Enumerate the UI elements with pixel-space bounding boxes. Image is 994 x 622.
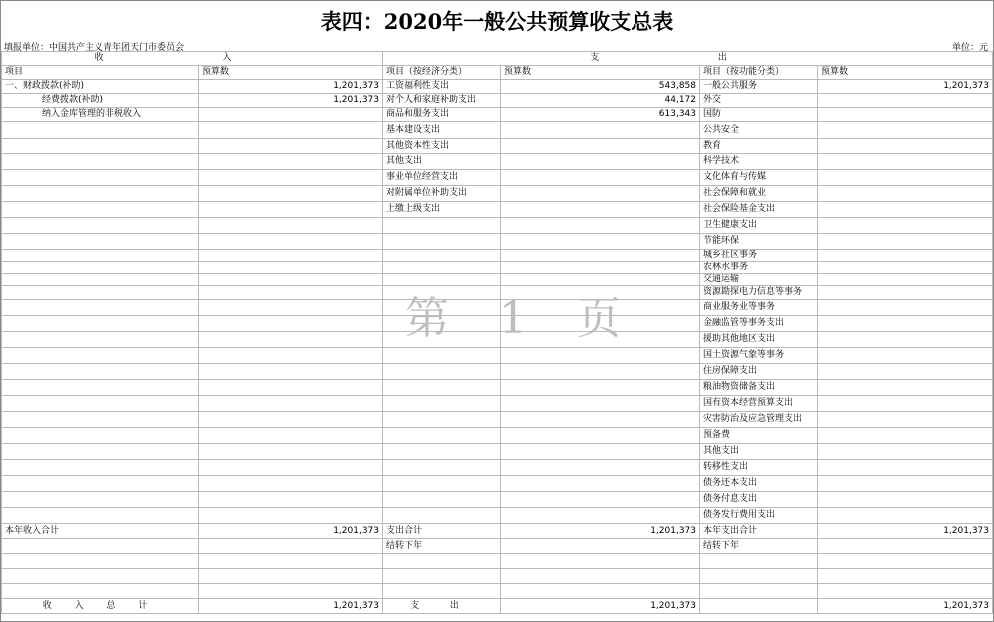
econ-item-cell[interactable] bbox=[383, 364, 501, 380]
income-item-cell[interactable] bbox=[2, 444, 199, 460]
income-value-cell[interactable] bbox=[199, 460, 383, 476]
func-item-cell[interactable]: 公共安全 bbox=[700, 122, 818, 139]
func-item-cell[interactable]: 国土资源气象等事务 bbox=[700, 348, 818, 364]
func-item-cell[interactable]: 住房保障支出 bbox=[700, 364, 818, 380]
table-row bbox=[2, 584, 993, 599]
econ-value-cell[interactable] bbox=[501, 234, 700, 250]
econ-value-cell[interactable]: 543,858 bbox=[501, 80, 700, 94]
econ-value-cell[interactable] bbox=[501, 460, 700, 476]
func-item-cell[interactable]: 债务发行费用支出 bbox=[700, 508, 818, 524]
econ-value-cell[interactable] bbox=[501, 186, 700, 202]
income-value-cell[interactable] bbox=[199, 332, 383, 348]
income-value-cell[interactable]: 1,201,373 bbox=[199, 94, 383, 108]
income-item-cell[interactable] bbox=[2, 508, 199, 524]
income-value-cell[interactable] bbox=[199, 428, 383, 444]
income-item-cell[interactable] bbox=[2, 170, 199, 186]
income-value-cell[interactable] bbox=[199, 412, 383, 428]
income-value-cell[interactable] bbox=[199, 316, 383, 332]
func-value-cell[interactable] bbox=[818, 492, 993, 508]
econ-total-value[interactable]: 1,201,373 bbox=[501, 524, 700, 539]
econ-value-cell[interactable] bbox=[501, 380, 700, 396]
econ-item-cell[interactable] bbox=[383, 234, 501, 250]
func-item-cell[interactable]: 科学技术 bbox=[700, 154, 818, 170]
empty-cell[interactable] bbox=[2, 569, 199, 584]
econ-value-cell[interactable] bbox=[501, 139, 700, 154]
summary-row bbox=[2, 524, 993, 539]
func-value-cell[interactable] bbox=[818, 316, 993, 332]
econ-item-cell[interactable] bbox=[383, 460, 501, 476]
func-value-cell[interactable] bbox=[818, 476, 993, 492]
page-watermark: 第 1 页 bbox=[405, 293, 639, 344]
func-item-cell[interactable]: 转移性支出 bbox=[700, 460, 818, 476]
carry-forward-row bbox=[2, 539, 993, 554]
income-value-cell[interactable] bbox=[199, 364, 383, 380]
income-value-cell[interactable] bbox=[199, 444, 383, 460]
income-item-cell[interactable] bbox=[2, 186, 199, 202]
income-item-cell[interactable] bbox=[2, 218, 199, 234]
table-row bbox=[2, 122, 993, 139]
econ-value-cell[interactable] bbox=[501, 444, 700, 460]
col-header-budget[interactable]: 预算数 bbox=[199, 66, 383, 80]
econ-total-label[interactable]: 支出合计 bbox=[383, 524, 501, 539]
table-row bbox=[2, 444, 993, 460]
empty-cell[interactable] bbox=[383, 554, 501, 569]
empty-cell[interactable] bbox=[818, 569, 993, 584]
func-value-cell[interactable] bbox=[818, 234, 993, 250]
income-value-cell[interactable] bbox=[199, 492, 383, 508]
func-item-cell[interactable]: 其他支出 bbox=[700, 444, 818, 460]
econ-item-cell[interactable] bbox=[383, 348, 501, 364]
income-value-cell[interactable] bbox=[199, 186, 383, 202]
func-total-value[interactable]: 1,201,373 bbox=[818, 524, 993, 539]
income-item-cell[interactable] bbox=[2, 274, 199, 286]
econ-value-cell[interactable] bbox=[501, 508, 700, 524]
func-item-cell[interactable]: 文化体育与传媒 bbox=[700, 170, 818, 186]
econ-item-cell[interactable] bbox=[383, 396, 501, 412]
col-header-item[interactable]: 项目 bbox=[2, 66, 199, 80]
income-value-cell[interactable] bbox=[199, 508, 383, 524]
table-row bbox=[2, 108, 993, 122]
page-title: 表四：2020年一般公共预算收支总表 bbox=[320, 9, 674, 34]
econ-value-cell[interactable] bbox=[501, 170, 700, 186]
func-item-cell[interactable]: 国防 bbox=[700, 108, 818, 122]
grand-total-row bbox=[2, 599, 993, 614]
func-item-cell[interactable]: 债务付息支出 bbox=[700, 492, 818, 508]
income-item-cell[interactable] bbox=[2, 364, 199, 380]
table-row bbox=[2, 476, 993, 492]
income-item-cell[interactable] bbox=[2, 122, 199, 139]
func-grand-total-value[interactable]: 1,201,373 bbox=[818, 599, 993, 614]
func-value-cell[interactable] bbox=[818, 154, 993, 170]
func-value-cell[interactable] bbox=[818, 444, 993, 460]
func-item-cell[interactable]: 外交 bbox=[700, 94, 818, 108]
income-value-cell[interactable] bbox=[199, 122, 383, 139]
func-value-cell[interactable] bbox=[818, 94, 993, 108]
func-item-cell[interactable]: 金融监管等事务支出 bbox=[700, 316, 818, 332]
func-value-cell[interactable]: 1,201,373 bbox=[818, 80, 993, 94]
econ-item-cell[interactable]: 事业单位经营支出 bbox=[383, 170, 501, 186]
econ-item-cell[interactable] bbox=[383, 476, 501, 492]
func-value-cell[interactable] bbox=[818, 250, 993, 262]
func-item-cell[interactable]: 粮油物资储备支出 bbox=[700, 380, 818, 396]
func-item-cell[interactable]: 节能环保 bbox=[700, 234, 818, 250]
table-row bbox=[2, 186, 993, 202]
income-value-cell[interactable]: 1,201,373 bbox=[199, 80, 383, 94]
table-row bbox=[2, 218, 993, 234]
func-value-cell[interactable] bbox=[818, 139, 993, 154]
func-value-cell[interactable] bbox=[818, 412, 993, 428]
income-item-cell[interactable] bbox=[2, 300, 199, 316]
func-item-cell[interactable]: 灾害防治及应急管理支出 bbox=[700, 412, 818, 428]
table-row bbox=[2, 202, 993, 218]
func-value-cell[interactable] bbox=[818, 380, 993, 396]
income-item-cell[interactable] bbox=[2, 332, 199, 348]
income-item-cell[interactable] bbox=[2, 539, 199, 554]
func-grand-total-label[interactable] bbox=[700, 599, 818, 614]
func-item-cell[interactable]: 卫生健康支出 bbox=[700, 218, 818, 234]
func-item-cell[interactable]: 国有资本经营预算支出 bbox=[700, 396, 818, 412]
empty-cell[interactable] bbox=[501, 554, 700, 569]
func-value-cell[interactable] bbox=[818, 274, 993, 286]
col-header-econ-budget[interactable]: 预算数 bbox=[501, 66, 700, 80]
func-value-cell[interactable] bbox=[818, 508, 993, 524]
econ-item-cell[interactable] bbox=[383, 262, 501, 274]
empty-cell[interactable] bbox=[501, 569, 700, 584]
func-value-cell[interactable] bbox=[818, 396, 993, 412]
table-row bbox=[2, 554, 993, 569]
func-value-cell[interactable] bbox=[818, 364, 993, 380]
column-header-row bbox=[2, 66, 993, 80]
econ-value-cell[interactable] bbox=[501, 476, 700, 492]
income-item-cell[interactable]: 纳入金库管理的非税收入 bbox=[2, 108, 199, 122]
income-item-cell[interactable] bbox=[2, 412, 199, 428]
empty-cell[interactable] bbox=[199, 584, 383, 599]
income-value-cell[interactable] bbox=[199, 262, 383, 274]
func-item-cell[interactable]: 交通运输 bbox=[700, 274, 818, 286]
func-value-cell[interactable] bbox=[818, 539, 993, 554]
econ-value-cell[interactable] bbox=[501, 250, 700, 262]
table-row bbox=[2, 139, 993, 154]
income-value-cell[interactable] bbox=[199, 108, 383, 122]
income-item-cell[interactable] bbox=[2, 250, 199, 262]
func-item-cell[interactable]: 城乡社区事务 bbox=[700, 250, 818, 262]
econ-item-cell[interactable] bbox=[383, 380, 501, 396]
empty-cell[interactable] bbox=[700, 584, 818, 599]
func-item-cell[interactable]: 教育 bbox=[700, 139, 818, 154]
econ-value-cell[interactable] bbox=[501, 218, 700, 234]
func-total-label[interactable]: 本年支出合计 bbox=[700, 524, 818, 539]
table-row bbox=[2, 412, 993, 428]
func-item-cell[interactable]: 农林水事务 bbox=[700, 262, 818, 274]
func-item-cell[interactable]: 债务还本支出 bbox=[700, 476, 818, 492]
income-value-cell[interactable] bbox=[199, 539, 383, 554]
income-value-cell[interactable] bbox=[199, 218, 383, 234]
func-value-cell[interactable] bbox=[818, 428, 993, 444]
func-value-cell[interactable] bbox=[818, 170, 993, 186]
income-item-cell[interactable] bbox=[2, 154, 199, 170]
income-value-cell[interactable] bbox=[199, 286, 383, 300]
table-row bbox=[2, 364, 993, 380]
income-item-cell[interactable] bbox=[2, 316, 199, 332]
empty-cell[interactable] bbox=[2, 554, 199, 569]
col-header-func-budget[interactable]: 预算数 bbox=[818, 66, 993, 80]
func-value-cell[interactable] bbox=[818, 202, 993, 218]
econ-item-cell[interactable]: 商品和服务支出 bbox=[383, 108, 501, 122]
func-item-cell[interactable]: 援助其他地区支出 bbox=[700, 332, 818, 348]
income-item-cell[interactable] bbox=[2, 262, 199, 274]
income-section-header[interactable]: 收 入 bbox=[2, 52, 383, 66]
func-item-cell[interactable]: 一般公共服务 bbox=[700, 80, 818, 94]
econ-value-cell[interactable] bbox=[501, 202, 700, 218]
econ-grand-total-value[interactable]: 1,201,373 bbox=[501, 599, 700, 614]
empty-cell[interactable] bbox=[700, 554, 818, 569]
income-item-cell[interactable]: 一、财政拨款(补助) bbox=[2, 80, 199, 94]
econ-value-cell[interactable] bbox=[501, 262, 700, 274]
econ-value-cell[interactable] bbox=[501, 364, 700, 380]
reporting-unit: 填报单位：中国共产主义青年团天门市委员会 bbox=[4, 43, 185, 53]
expense-grand-total-label[interactable]: 支 出 bbox=[383, 599, 501, 614]
func-item-cell[interactable]: 资源勘探电力信息等事务 bbox=[700, 286, 818, 300]
econ-value-cell[interactable]: 613,343 bbox=[501, 108, 700, 122]
econ-value-cell[interactable] bbox=[501, 154, 700, 170]
func-value-cell[interactable] bbox=[818, 218, 993, 234]
income-value-cell[interactable] bbox=[199, 139, 383, 154]
section-header-row bbox=[2, 52, 993, 66]
table-row bbox=[2, 428, 993, 444]
table-row bbox=[2, 492, 993, 508]
expense-section-header[interactable]: 支 出 bbox=[383, 52, 993, 66]
func-value-cell[interactable] bbox=[818, 108, 993, 122]
func-value-cell[interactable] bbox=[818, 460, 993, 476]
econ-item-cell[interactable]: 上缴上级支出 bbox=[383, 202, 501, 218]
econ-item-cell[interactable] bbox=[383, 492, 501, 508]
income-total-value[interactable]: 1,201,373 bbox=[199, 524, 383, 539]
func-value-cell[interactable] bbox=[818, 286, 993, 300]
table-row bbox=[2, 380, 993, 396]
empty-cell[interactable] bbox=[383, 584, 501, 599]
income-value-cell[interactable] bbox=[199, 476, 383, 492]
income-value-cell[interactable] bbox=[199, 202, 383, 218]
econ-value-cell[interactable] bbox=[501, 396, 700, 412]
table-row bbox=[2, 234, 993, 250]
income-value-cell[interactable] bbox=[199, 154, 383, 170]
econ-item-cell[interactable]: 其他资本性支出 bbox=[383, 139, 501, 154]
table-row bbox=[2, 94, 993, 108]
col-header-func-item[interactable]: 项目（按功能分类） bbox=[700, 66, 818, 80]
econ-item-cell[interactable]: 其他支出 bbox=[383, 154, 501, 170]
empty-cell[interactable] bbox=[700, 569, 818, 584]
func-value-cell[interactable] bbox=[818, 122, 993, 139]
econ-value-cell[interactable] bbox=[501, 412, 700, 428]
econ-item-cell[interactable]: 工资福利性支出 bbox=[383, 80, 501, 94]
income-item-cell[interactable] bbox=[2, 286, 199, 300]
income-item-cell[interactable] bbox=[2, 202, 199, 218]
income-item-cell[interactable] bbox=[2, 460, 199, 476]
func-value-cell[interactable] bbox=[818, 332, 993, 348]
income-value-cell[interactable] bbox=[199, 234, 383, 250]
empty-cell[interactable] bbox=[199, 569, 383, 584]
econ-item-cell[interactable] bbox=[383, 250, 501, 262]
income-value-cell[interactable] bbox=[199, 274, 383, 286]
table-row bbox=[2, 170, 993, 186]
econ-item-cell[interactable]: 对个人和家庭补助支出 bbox=[383, 94, 501, 108]
func-item-cell[interactable]: 预备费 bbox=[700, 428, 818, 444]
econ-item-cell[interactable] bbox=[383, 218, 501, 234]
table-row bbox=[2, 460, 993, 476]
income-value-cell[interactable] bbox=[199, 170, 383, 186]
func-value-cell[interactable] bbox=[818, 300, 993, 316]
income-item-cell[interactable] bbox=[2, 492, 199, 508]
income-grand-total-label[interactable]: 收 入 总 计 bbox=[2, 599, 199, 614]
income-value-cell[interactable] bbox=[199, 396, 383, 412]
currency-unit: 单位：元 bbox=[951, 43, 988, 53]
econ-item-cell[interactable] bbox=[383, 412, 501, 428]
income-item-cell[interactable] bbox=[2, 139, 199, 154]
empty-cell[interactable] bbox=[501, 584, 700, 599]
income-item-cell[interactable] bbox=[2, 234, 199, 250]
func-item-cell[interactable]: 社会保险基金支出 bbox=[700, 202, 818, 218]
income-value-cell[interactable] bbox=[199, 300, 383, 316]
table-row bbox=[2, 80, 993, 94]
income-grand-total-value[interactable]: 1,201,373 bbox=[199, 599, 383, 614]
income-value-cell[interactable] bbox=[199, 380, 383, 396]
income-item-cell[interactable]: 经费拨款(补助) bbox=[2, 94, 199, 108]
econ-value-cell[interactable] bbox=[501, 492, 700, 508]
col-header-econ-item[interactable]: 项目（按经济分类） bbox=[383, 66, 501, 80]
func-item-cell[interactable]: 商业服务业等事务 bbox=[700, 300, 818, 316]
econ-item-cell[interactable]: 对附属单位补助支出 bbox=[383, 186, 501, 202]
income-item-cell[interactable] bbox=[2, 380, 199, 396]
income-item-cell[interactable] bbox=[2, 348, 199, 364]
empty-cell[interactable] bbox=[383, 569, 501, 584]
income-item-cell[interactable] bbox=[2, 476, 199, 492]
econ-value-cell[interactable] bbox=[501, 122, 700, 139]
econ-item-cell[interactable]: 基本建设支出 bbox=[383, 122, 501, 139]
econ-value-cell[interactable]: 44,172 bbox=[501, 94, 700, 108]
empty-cell[interactable] bbox=[818, 584, 993, 599]
income-item-cell[interactable] bbox=[2, 396, 199, 412]
econ-item-cell[interactable] bbox=[383, 428, 501, 444]
econ-value-cell[interactable] bbox=[501, 539, 700, 554]
table-row bbox=[2, 569, 993, 584]
table-row bbox=[2, 250, 993, 262]
table-row bbox=[2, 508, 993, 524]
income-item-cell[interactable] bbox=[2, 428, 199, 444]
empty-cell[interactable] bbox=[2, 584, 199, 599]
func-value-cell[interactable] bbox=[818, 262, 993, 274]
func-item-cell[interactable]: 社会保障和就业 bbox=[700, 186, 818, 202]
func-value-cell[interactable] bbox=[818, 348, 993, 364]
table-row bbox=[2, 348, 993, 364]
func-carry-label[interactable]: 结转下年 bbox=[700, 539, 818, 554]
econ-item-cell[interactable] bbox=[383, 508, 501, 524]
income-total-label[interactable]: 本年收入合计 bbox=[2, 524, 199, 539]
empty-cell[interactable] bbox=[818, 554, 993, 569]
econ-value-cell[interactable] bbox=[501, 348, 700, 364]
func-value-cell[interactable] bbox=[818, 186, 993, 202]
income-value-cell[interactable] bbox=[199, 348, 383, 364]
econ-item-cell[interactable] bbox=[383, 444, 501, 460]
table-row bbox=[2, 154, 993, 170]
table-row bbox=[2, 396, 993, 412]
table-row bbox=[2, 262, 993, 274]
econ-carry-label[interactable]: 结转下年 bbox=[383, 539, 501, 554]
income-value-cell[interactable] bbox=[199, 250, 383, 262]
empty-cell[interactable] bbox=[199, 554, 383, 569]
econ-value-cell[interactable] bbox=[501, 428, 700, 444]
